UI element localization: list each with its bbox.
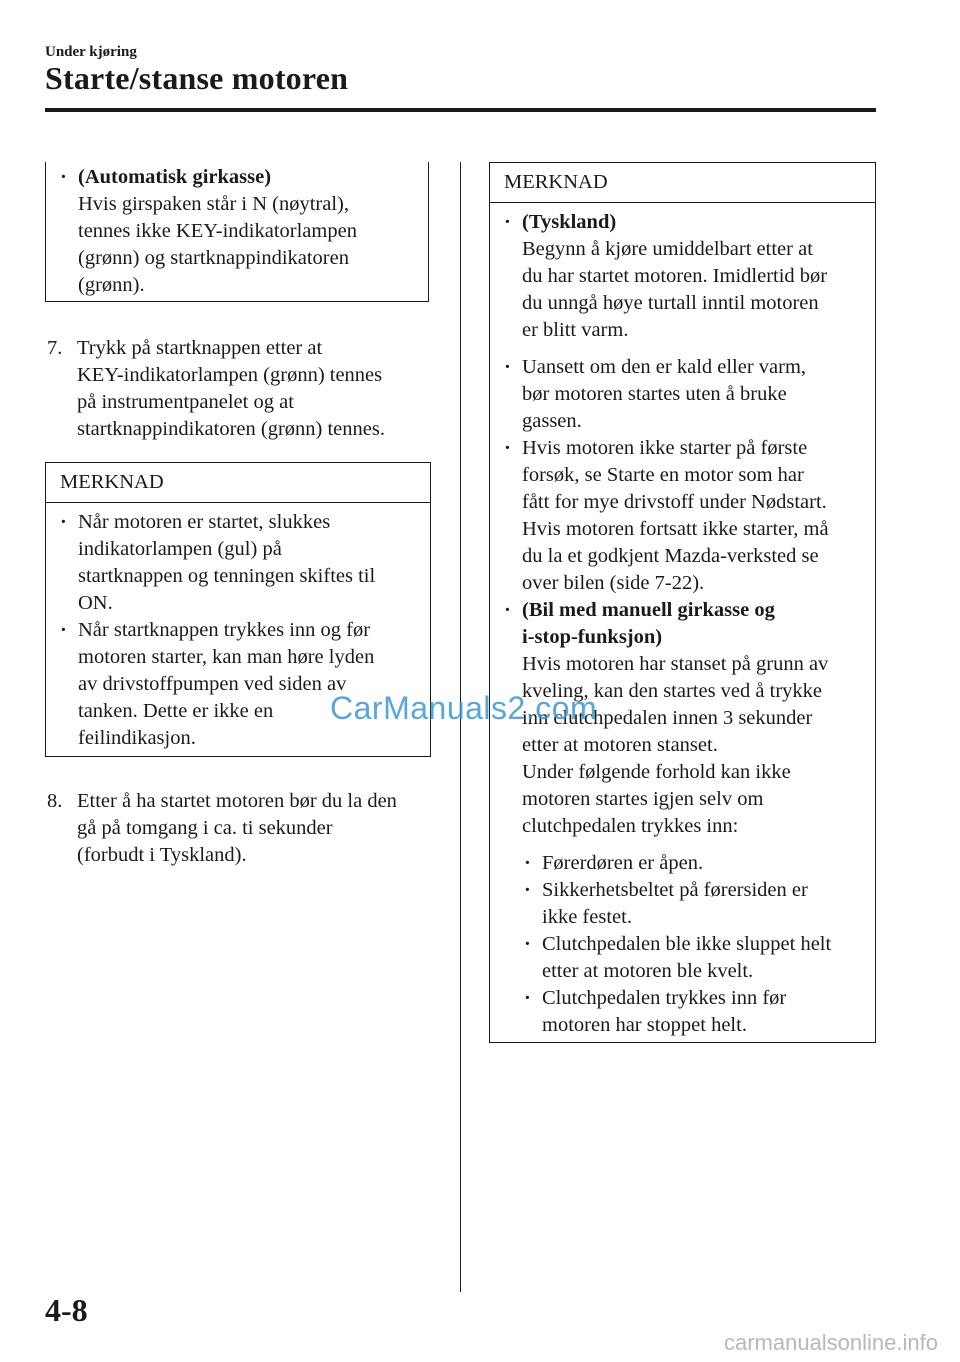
- text-line: du unngå høye turtall inntil motoren: [522, 292, 819, 314]
- note-bullet: [46, 617, 430, 752]
- text-line: Trykk på startknappen etter at: [77, 337, 323, 359]
- page-title: Starte/stanse motoren: [45, 60, 349, 96]
- bullet-heading: · (Tyskland): [522, 211, 617, 233]
- text-line: Under følgende forhold kan ikke: [522, 761, 791, 783]
- text-line: motoren startes igjen selv om: [522, 788, 764, 810]
- text-line: gå på tomgang i ca. ti sekunder: [77, 817, 333, 839]
- text-line: ON.: [78, 592, 113, 614]
- text-line: KEY-indikatorlampen (grønn) tennes: [77, 364, 383, 386]
- note-bullet: [490, 209, 875, 344]
- text-line: over bilen (side 7-22).: [522, 572, 705, 594]
- page-number: 4-8: [45, 1292, 88, 1328]
- bullet-heading: i-stop-funksjon): [522, 626, 663, 648]
- watermark: CarManuals2.com: [330, 690, 598, 726]
- text-line: ikke festet.: [542, 906, 632, 928]
- text-line: inn clutchpedalen innen 3 sekunder: [522, 707, 813, 729]
- bullet-heading: · (Bil med manuell girkasse og: [522, 599, 775, 621]
- text-line: Begynn å kjøre umiddelbart etter at: [522, 238, 813, 260]
- text-line: (forbudt i Tyskland).: [77, 844, 247, 866]
- text-line: motoren starter, kan man høre lyden: [78, 646, 375, 668]
- text-line: (grønn) og startknappindikatoren: [78, 247, 349, 269]
- text-line: etter at motoren ble kvelt.: [542, 960, 754, 982]
- note-bullet: [490, 354, 875, 435]
- text-line: du la et godkjent Mazda-verksted se: [522, 545, 819, 567]
- sub-bullet: [490, 850, 875, 877]
- text-line: fått for mye drivstoff under Nødstart.: [522, 491, 827, 513]
- text-line: Etter å ha startet motoren bør du la den: [77, 790, 397, 812]
- text-line: på instrumentpanelet og at: [77, 391, 294, 413]
- text-line: · Uansett om den er kald eller varm,: [522, 356, 807, 378]
- text-line: Hvis girspaken står i N (nøytral),: [78, 193, 349, 215]
- bullet-heading: · (Automatisk girkasse): [78, 166, 272, 188]
- note-bullet: [46, 164, 428, 299]
- note-heading: MERKNAD: [46, 463, 430, 503]
- text-line: Hvis motoren fortsatt ikke starter, må: [522, 518, 829, 540]
- note-box-right: [489, 162, 876, 1043]
- step-number: 8.: [47, 790, 63, 812]
- section-label: Under kjøring: [45, 44, 137, 60]
- sub-bullet: [490, 931, 875, 985]
- text-line: forsøk, se Starte en motor som har: [522, 464, 804, 486]
- site-watermark: carmanualsonline.info: [723, 1330, 938, 1355]
- step-number: 7.: [47, 337, 63, 359]
- sub-bullet: [490, 877, 875, 931]
- text-line: Hvis motoren har stanset på grunn av: [522, 653, 829, 675]
- text-line: clutchpedalen trykkes inn:: [522, 815, 739, 837]
- text-line: · Sikkerhetsbeltet på førersiden er: [542, 879, 808, 901]
- title-rule: [45, 108, 876, 112]
- note-bullet: [490, 435, 875, 597]
- text-line: tennes ikke KEY-indikatorlampen: [78, 220, 357, 242]
- text-line: · Clutchpedalen ble ikke sluppet helt: [542, 933, 832, 955]
- text-line: feilindikasjon.: [78, 727, 196, 749]
- text-line: motoren har stoppet helt.: [542, 1014, 747, 1036]
- text-line: bør motoren startes uten å bruke: [522, 383, 787, 405]
- continued-note-box: [45, 162, 429, 302]
- note-bullet: [46, 509, 430, 617]
- step-7: [45, 335, 435, 443]
- step-8: [45, 788, 435, 869]
- text-line: · Clutchpedalen trykkes inn før: [542, 987, 787, 1009]
- text-line: tanken. Dette er ikke en: [78, 700, 274, 722]
- text-line: av drivstoffpumpen ved siden av: [78, 673, 347, 695]
- text-line: kveling, kan den startes ved å trykke: [522, 680, 823, 702]
- text-line: etter at motoren stanset.: [522, 734, 718, 756]
- text-line: · Hvis motoren ikke starter på første: [522, 437, 808, 459]
- text-line: · Når startknappen trykkes inn og før: [78, 619, 371, 641]
- text-line: · Når motoren er startet, slukkes: [78, 511, 331, 533]
- text-line: startknappindikatoren (grønn) tennes.: [77, 418, 385, 440]
- text-line: · Førerdøren er åpen.: [542, 852, 704, 874]
- text-line: er blitt varm.: [522, 319, 629, 341]
- note-heading: MERKNAD: [490, 163, 875, 203]
- text-line: gassen.: [522, 410, 582, 432]
- sub-bullet: [490, 985, 875, 1039]
- text-line: startknappen og tenningen skiftes til: [78, 565, 376, 587]
- text-line: du har startet motoren. Imidlertid bør: [522, 265, 828, 287]
- text-line: indikatorlampen (gul) på: [78, 538, 282, 560]
- column-divider: [460, 162, 461, 1292]
- text-line: (grønn).: [78, 274, 145, 296]
